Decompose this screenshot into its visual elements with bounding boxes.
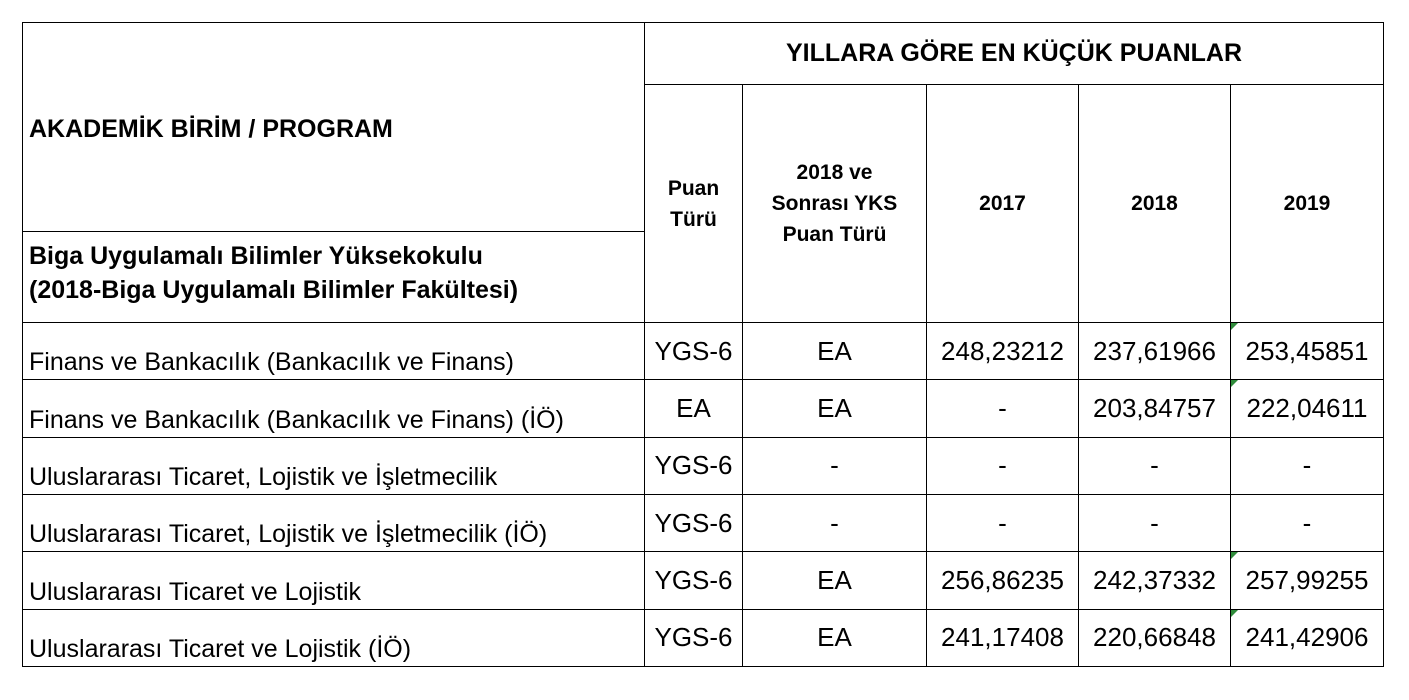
yks-line2: Sonrası YKS [771, 192, 898, 216]
cell-flag-icon [1231, 323, 1238, 330]
column-header-puan-turu [645, 85, 743, 322]
score-2019-cell [1231, 322, 1384, 379]
score-2017: - [927, 494, 1079, 551]
unit-name-line2: (2018-Biga Uygulamalı Bilimler Fakültesi) [29, 276, 519, 304]
score-2019-cell [1231, 609, 1384, 666]
score-2018: 242,37332 [1079, 552, 1231, 609]
puan-turu-value: YGS-6 [645, 322, 743, 379]
yks-puan-turu-value: EA [743, 609, 927, 666]
score-2019-cell [1231, 552, 1384, 609]
cell-flag-icon [1231, 380, 1238, 387]
score-2018: - [1079, 437, 1231, 494]
column-header-yks-puan-turu [743, 85, 927, 322]
score-2019: 241,42906 [1245, 622, 1369, 653]
yks-puan-turu-value: EA [743, 552, 927, 609]
unit-name [29, 239, 518, 307]
puan-turu-value: YGS-6 [645, 552, 743, 609]
score-2019: - [1231, 494, 1384, 551]
score-2017: 256,86235 [927, 552, 1079, 609]
program-name: Uluslararası Ticaret, Lojistik ve İşletmecilik (İÖ) [23, 494, 645, 551]
program-name: Uluslararası Ticaret ve Lojistik (İÖ) [23, 609, 645, 666]
puan-turu-value: YGS-6 [645, 494, 743, 551]
score-2018: 203,84757 [1079, 380, 1231, 437]
akademik-birim-heading: AKADEMİK BİRİM / PROGRAM [29, 115, 393, 143]
program-name: Finans ve Bankacılık (Bankacılık ve Finans) (İÖ) [23, 380, 645, 437]
program-name: Uluslararası Ticaret ve Lojistik [23, 552, 645, 609]
scores-table [22, 22, 1384, 667]
column-header-2017: 2017 [927, 85, 1079, 322]
puan-turu-value: EA [645, 380, 743, 437]
score-2019: - [1231, 437, 1384, 494]
puan-turu-line1: Puan [667, 176, 720, 200]
table-title: YILLARA GÖRE EN KÜÇÜK PUANLAR [645, 23, 1384, 85]
score-2019: 222,04611 [1246, 392, 1368, 423]
puan-turu-line2: Türü [670, 207, 717, 231]
table-row [23, 609, 1384, 666]
table-row [23, 322, 1384, 379]
score-2017: - [927, 380, 1079, 437]
score-2019-cell [1231, 380, 1384, 437]
cell-flag-icon [1231, 552, 1238, 559]
header-divider [23, 231, 644, 232]
program-name: Uluslararası Ticaret, Lojistik ve İşletmecilik [23, 437, 645, 494]
cell-flag-icon [1231, 610, 1238, 617]
score-2018: 220,66848 [1079, 609, 1231, 666]
column-header-2019: 2019 [1231, 85, 1384, 322]
yks-puan-turu-value: - [743, 494, 927, 551]
puan-turu-value: YGS-6 [645, 437, 743, 494]
score-2017: - [927, 437, 1079, 494]
score-2017: 241,17408 [927, 609, 1079, 666]
puan-turu-value: YGS-6 [645, 609, 743, 666]
program-header-cell [23, 23, 645, 323]
score-2018: - [1079, 494, 1231, 551]
column-header-2018: 2018 [1079, 85, 1231, 322]
yks-puan-turu-value: EA [743, 380, 927, 437]
yks-line3: Puan Türü [782, 223, 887, 247]
table-row [23, 552, 1384, 609]
table-row [23, 380, 1384, 437]
score-2019: 253,45851 [1245, 335, 1369, 366]
yks-puan-turu-value: EA [743, 322, 927, 379]
unit-name-line1: Biga Uygulamalı Bilimler Yüksekokulu [29, 242, 483, 270]
yks-puan-turu-value: - [743, 437, 927, 494]
score-2018: 237,61966 [1079, 322, 1231, 379]
score-2019: 257,99255 [1245, 564, 1369, 595]
table-row [23, 437, 1384, 494]
table-row [23, 494, 1384, 551]
yks-line1: 2018 ve [796, 161, 873, 185]
program-name: Finans ve Bankacılık (Bankacılık ve Finans) [23, 322, 645, 379]
score-2017: 248,23212 [927, 322, 1079, 379]
